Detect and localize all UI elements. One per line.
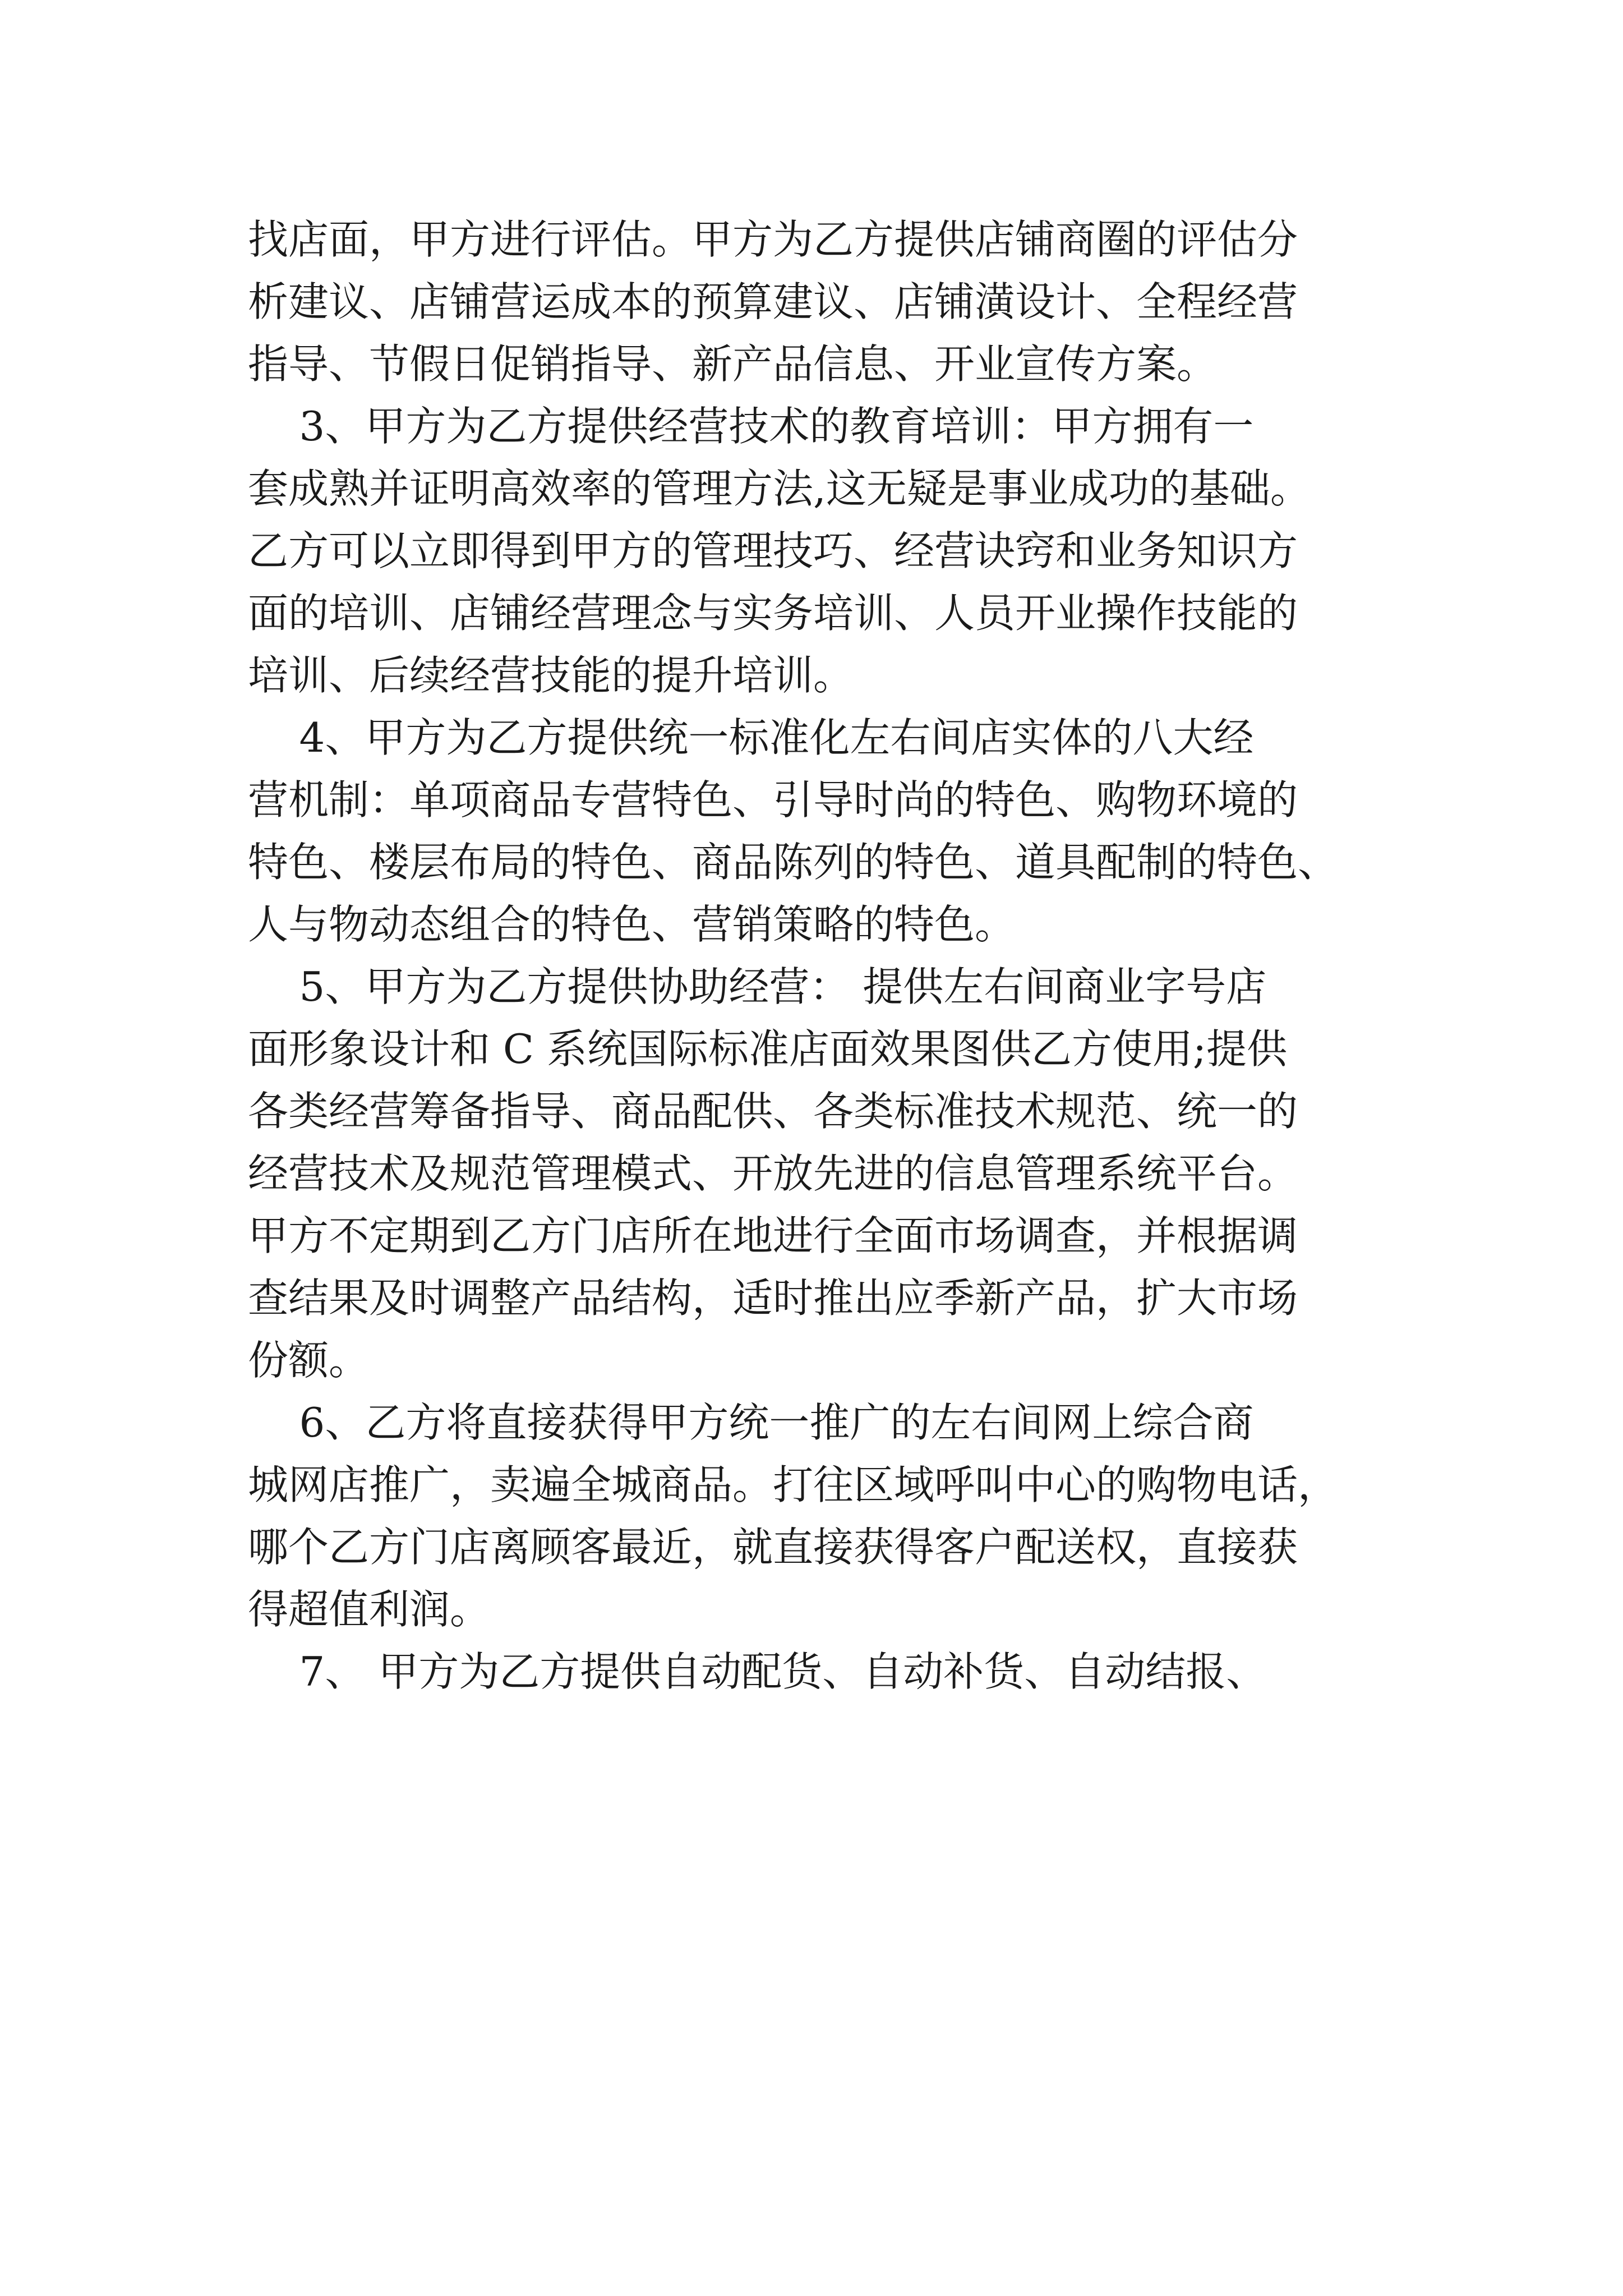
text-line: 营机制：单项商品专营特色、引导时尚的特色、购物环境的 <box>248 776 1298 823</box>
text-line: 4、甲方为乙方提供统一标准化左右间店实体的八大经 <box>248 714 1254 761</box>
text-line: 培训、后续经营技能的提升培训。 <box>248 652 854 699</box>
text-line: 查结果及时调整产品结构，适时推出应季新产品，扩大市场 <box>248 1274 1298 1322</box>
text-line: 份额。 <box>248 1337 370 1384</box>
text-line: 城网店推广，卖遍全城商品。打往区域呼叫中心的购物电话， <box>248 1461 1339 1508</box>
text-line: 乙方可以立即得到甲方的管理技巧、经营诀窍和业务知识方 <box>248 527 1298 574</box>
text-line: 经营技术及规范管理模式、开放先进的信息管理系统平台。 <box>248 1150 1298 1197</box>
text-line: 哪个乙方门店离顾客最近，就直接获得客户配送权，直接获 <box>248 1524 1298 1571</box>
text-line: 7、 甲方为乙方提供自动配货、自动补货、自动结报、 <box>248 1648 1267 1695</box>
text-line: 套成熟并证明高效率的管理方法,这无疑是事业成功的基础。 <box>248 465 1311 512</box>
text-line: 甲方不定期到乙方门店所在地进行全面市场调查，并根据调 <box>248 1212 1298 1259</box>
text-line: 3、甲方为乙方提供经营技术的教育培训：甲方拥有一 <box>248 403 1254 450</box>
text-line: 5、甲方为乙方提供协助经营： 提供左右间商业字号店 <box>248 963 1267 1010</box>
text-line: 人与物动态组合的特色、营销策略的特色。 <box>248 901 1016 948</box>
text-line: 各类经营筹备指导、商品配供、各类标准技术规范、统一的 <box>248 1088 1298 1135</box>
text-line: 找店面，甲方进行评估。甲方为乙方提供店铺商圈的评估分 <box>248 216 1298 263</box>
text-line: 特色、楼层布局的特色、商品陈列的特色、道具配制的特色、 <box>248 839 1339 886</box>
text-line: 面的培训、店铺经营理念与实务培训、人员开业操作技能的 <box>248 590 1298 637</box>
text-line: 析建议、店铺营运成本的预算建议、店铺潢设计、全程经营 <box>248 278 1298 325</box>
document-body <box>248 209 1414 1703</box>
text-line: 指导、节假日促销指导、新产品信息、开业宣传方案。 <box>248 341 1218 388</box>
text-line: 得超值利润。 <box>248 1586 491 1633</box>
text-line: 6、乙方将直接获得甲方统一推广的左右间网上综合商 <box>248 1399 1254 1446</box>
text-line: 面形象设计和 C 系统国际标准店面效果图供乙方使用;提供 <box>248 1025 1288 1073</box>
